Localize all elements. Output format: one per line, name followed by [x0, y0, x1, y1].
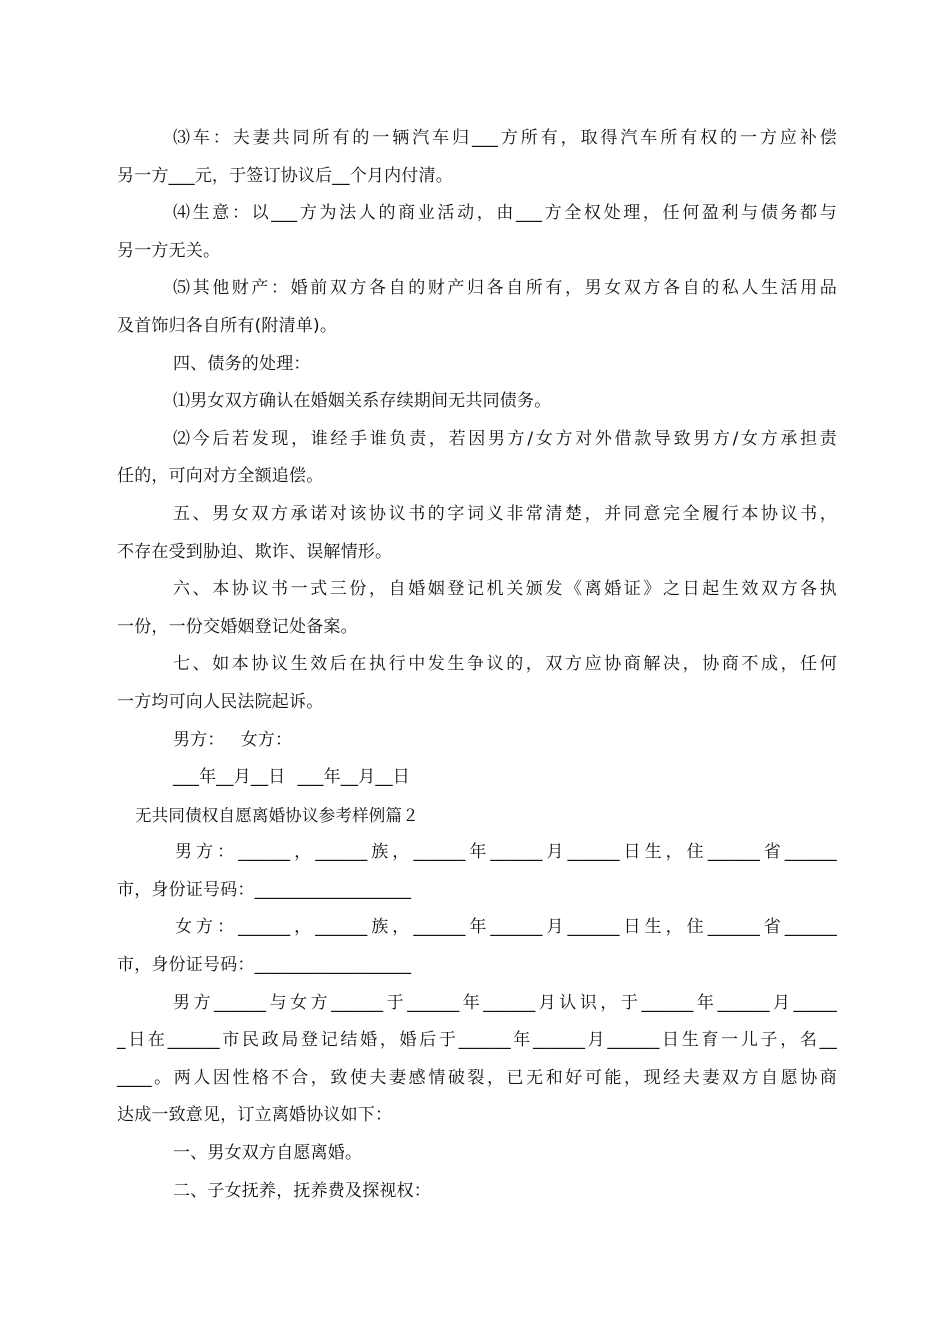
section-heading: 四、债务的处理：	[173, 353, 311, 374]
document-body	[117, 120, 837, 1210]
paragraph-line: ⑷生意：以___方为法人的商业活动，由___方全权处理，任何盈利与债务都与	[173, 203, 837, 224]
paragraph-line: 另一方___元，于签订协议后__个月内付清。	[117, 165, 453, 186]
paragraph-line: 六、本协议书一式三份，自婚姻登记机关颁发《离婚证》之日起生效双方各执	[173, 579, 837, 600]
paragraph-line: ⑴男女双方确认在婚姻关系存续期间无共同债务。	[173, 391, 552, 412]
paragraph-line: 任的，可向对方全额追偿。	[117, 466, 324, 487]
female-signature-label: 女方：	[240, 729, 293, 750]
paragraph-line: ⑶车：夫妻共同所有的一辆汽车归___方所有，取得汽车所有权的一方应补偿	[173, 128, 837, 148]
paragraph-line: 一、男女双方自愿离婚。	[173, 1143, 363, 1164]
paragraph-line: 市，身份证号码：__________________	[117, 955, 412, 976]
male-date: ___年__月__日	[173, 767, 286, 788]
male-signature-label: 男方：	[173, 729, 225, 750]
female-date: ___年__月__日	[297, 767, 410, 788]
section-title: 无共同债权自愿离婚协议参考样例篇２	[135, 805, 419, 825]
paragraph-line: ⑸其他财产：婚前双方各自的财产归各自所有，男女双方各自的私人生活用品	[173, 278, 837, 299]
date-line	[117, 759, 837, 797]
paragraph-line: 不存在受到胁迫、欺诈、误解情形。	[117, 541, 393, 562]
signature-line	[117, 722, 837, 760]
paragraph-line: 一方均可向人民法院起诉。	[117, 691, 324, 712]
paragraph-line: 五、男女双方承诺对该协议书的字词义非常清楚，并同意完全履行本协议书，	[173, 503, 837, 524]
paragraph-line: 及首饰归各自所有(附清单)。	[117, 315, 338, 336]
paragraph-line: 男方______与女方______于______年______月认识，于______年______月_____	[173, 992, 837, 1013]
paragraph-line: _日在______市民政局登记结婚，婚后于______年______月______日生育一儿子，名__	[117, 1030, 837, 1051]
paragraph-line: 达成一致意见，订立离婚协议如下：	[117, 1105, 393, 1126]
paragraph-line: 七、如本协议生效后在执行中发生争议的，双方应协商解决，协商不成，任何	[173, 654, 837, 675]
paragraph-line: 二、子女抚养，抚养费及探视权：	[173, 1180, 431, 1201]
paragraph-line: 男方：______，______族，______年______月______日生，住______省______	[175, 842, 837, 863]
paragraph-line: 另一方无关。	[117, 240, 221, 261]
paragraph-line: 一份，一份交婚姻登记处备案。	[117, 616, 358, 637]
paragraph-line: 女方：______，______族，______年______月______日生，住______省______	[175, 917, 837, 938]
paragraph-line: ____。两人因性格不合，致使夫妻感情破裂，已无和好可能，现经夫妻双方自愿协商	[117, 1067, 837, 1088]
paragraph-line: 市，身份证号码：__________________	[117, 879, 412, 900]
paragraph-line: ⑵今后若发现，谁经手谁负责，若因男方/女方对外借款导致男方/女方承担责	[173, 428, 837, 449]
